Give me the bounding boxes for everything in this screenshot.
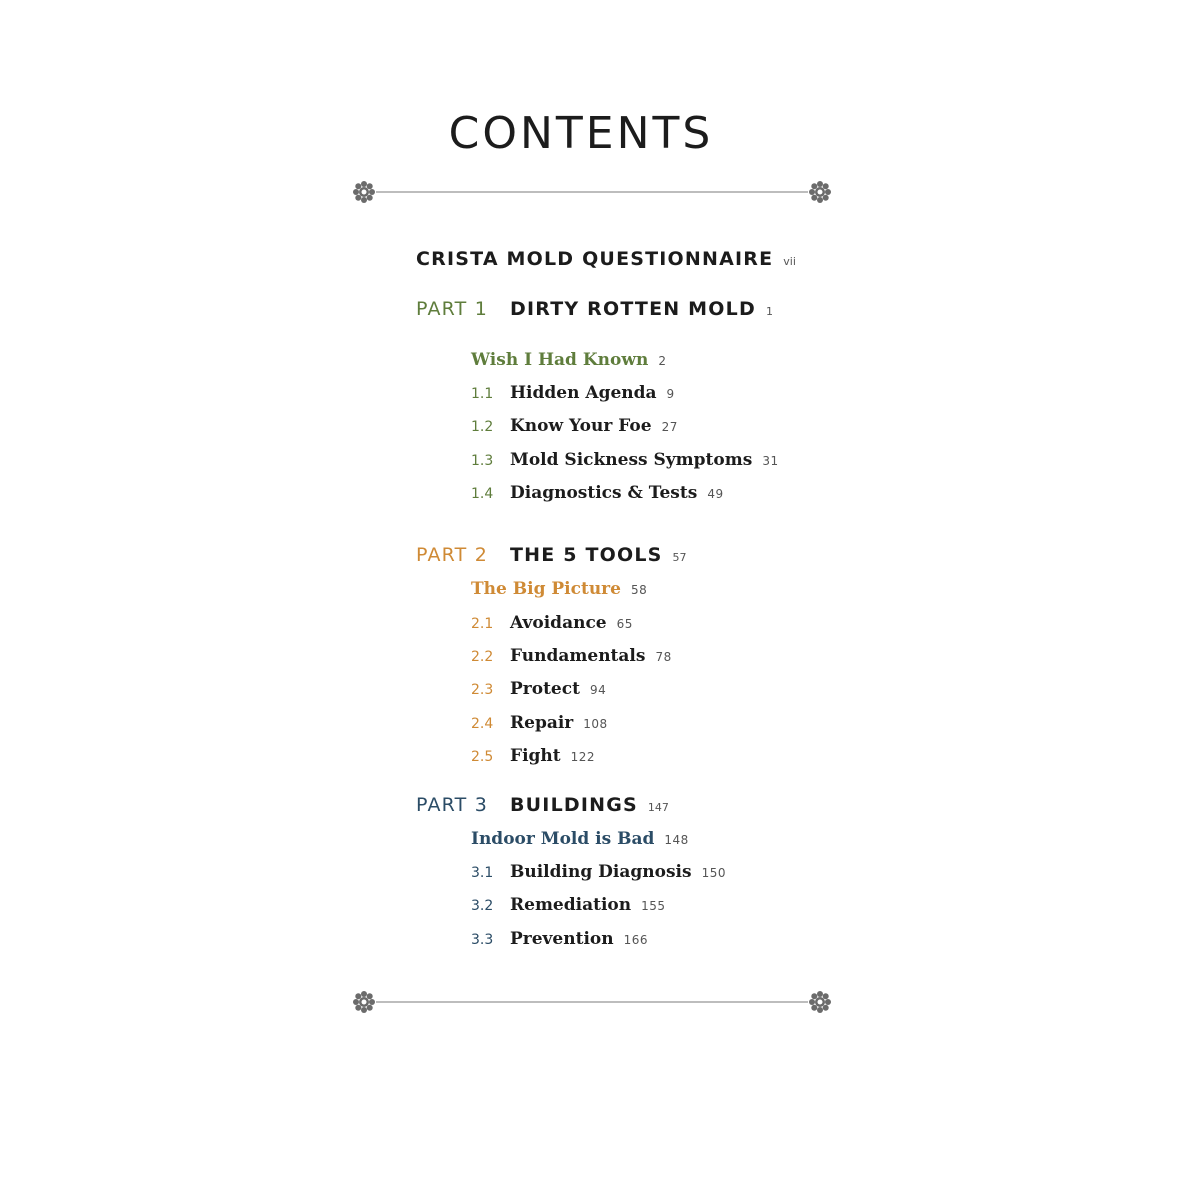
- part-label: PART 3: [416, 794, 488, 816]
- page-title: CONTENTS: [448, 108, 714, 159]
- intro-title: Indoor Mold is Bad: [471, 829, 655, 849]
- intro-title: The Big Picture: [471, 579, 621, 599]
- chapter-page: 122: [570, 750, 596, 764]
- toc-chapter-3-3[interactable]: [471, 929, 648, 949]
- toc-chapter-2-2[interactable]: [471, 646, 672, 666]
- toc-front-matter[interactable]: [416, 248, 796, 270]
- chapter-title: Repair: [510, 713, 574, 733]
- toc-chapter-1-1[interactable]: [471, 383, 675, 403]
- front-matter-title: CRISTA MOLD QUESTIONNAIRE: [416, 248, 774, 270]
- toc-chapter-3-1[interactable]: [471, 862, 726, 882]
- chapter-number: 1.1: [471, 386, 494, 402]
- chapter-page: 166: [623, 933, 649, 947]
- part-title: BUILDINGS: [510, 794, 638, 816]
- chapter-title: Remediation: [510, 895, 632, 915]
- part-page: 1: [765, 305, 773, 318]
- toc-chapter-2-4[interactable]: [471, 713, 608, 733]
- intro-page: 58: [630, 583, 648, 597]
- part-page: 57: [672, 551, 687, 564]
- chapter-title: Fight: [510, 746, 561, 766]
- divider-line: [376, 191, 808, 193]
- chapter-number: 2.1: [471, 616, 494, 632]
- part-title: DIRTY ROTTEN MOLD: [510, 298, 756, 320]
- chapter-title: Prevention: [510, 929, 614, 949]
- flower-ornament-icon: [352, 990, 376, 1014]
- toc-part-3-intro[interactable]: [471, 829, 689, 849]
- part-page: 147: [647, 801, 669, 814]
- chapter-page: 150: [701, 866, 726, 880]
- toc-chapter-2-1[interactable]: [471, 613, 633, 633]
- toc-chapter-2-5[interactable]: [471, 746, 595, 766]
- toc-chapter-1-4[interactable]: [471, 483, 724, 503]
- toc-chapter-2-3[interactable]: [471, 679, 606, 699]
- chapter-page: 65: [616, 617, 633, 631]
- flower-ornament-icon: [808, 180, 832, 204]
- intro-title: Wish I Had Known: [471, 350, 649, 370]
- chapter-number: 3.1: [471, 865, 494, 881]
- chapter-number: 1.3: [471, 453, 494, 469]
- part-label: PART 1: [416, 298, 488, 320]
- part-title: THE 5 TOOLS: [510, 544, 663, 566]
- chapter-page: 78: [655, 650, 672, 664]
- front-matter-page: vii: [783, 255, 796, 268]
- chapter-page: 31: [762, 454, 779, 468]
- chapter-number: 2.3: [471, 682, 494, 698]
- chapter-number: 2.2: [471, 649, 494, 665]
- part-label: PART 2: [416, 544, 488, 566]
- toc-chapter-1-2[interactable]: [471, 416, 678, 436]
- intro-page: 148: [664, 833, 689, 847]
- flower-ornament-icon: [352, 180, 376, 204]
- chapter-number: 3.3: [471, 932, 494, 948]
- toc-part-2[interactable]: [416, 544, 687, 566]
- chapter-page: 9: [666, 387, 675, 401]
- chapter-title: Fundamentals: [510, 646, 646, 666]
- chapter-number: 3.2: [471, 898, 494, 914]
- divider-line: [376, 1001, 808, 1003]
- chapter-number: 2.5: [471, 749, 494, 765]
- chapter-title: Avoidance: [510, 613, 607, 633]
- toc-chapter-1-3[interactable]: [471, 450, 779, 470]
- chapter-page: 108: [583, 717, 608, 731]
- chapter-page: 94: [589, 683, 607, 697]
- toc-part-1[interactable]: [416, 298, 773, 320]
- chapter-page: 155: [641, 899, 666, 913]
- chapter-number: 2.4: [471, 716, 494, 732]
- toc-chapter-3-2[interactable]: [471, 895, 666, 915]
- chapter-title: Mold Sickness Symptoms: [510, 450, 753, 470]
- flower-ornament-icon: [808, 990, 832, 1014]
- chapter-page: 49: [707, 487, 724, 501]
- bottom-divider: [352, 990, 832, 1014]
- intro-page: 2: [658, 354, 667, 368]
- toc-part-1-intro[interactable]: [471, 350, 666, 370]
- chapter-title: Know Your Foe: [510, 416, 652, 436]
- chapter-title: Hidden Agenda: [510, 383, 657, 403]
- chapter-page: 27: [661, 420, 678, 434]
- chapter-title: Protect: [510, 679, 580, 699]
- chapter-title: Building Diagnosis: [510, 862, 692, 882]
- toc-part-3[interactable]: [416, 794, 669, 816]
- chapter-number: 1.2: [471, 419, 494, 435]
- chapter-title: Diagnostics & Tests: [510, 483, 698, 503]
- chapter-number: 1.4: [471, 486, 494, 502]
- toc-part-2-intro[interactable]: [471, 579, 647, 599]
- top-divider: [352, 180, 832, 204]
